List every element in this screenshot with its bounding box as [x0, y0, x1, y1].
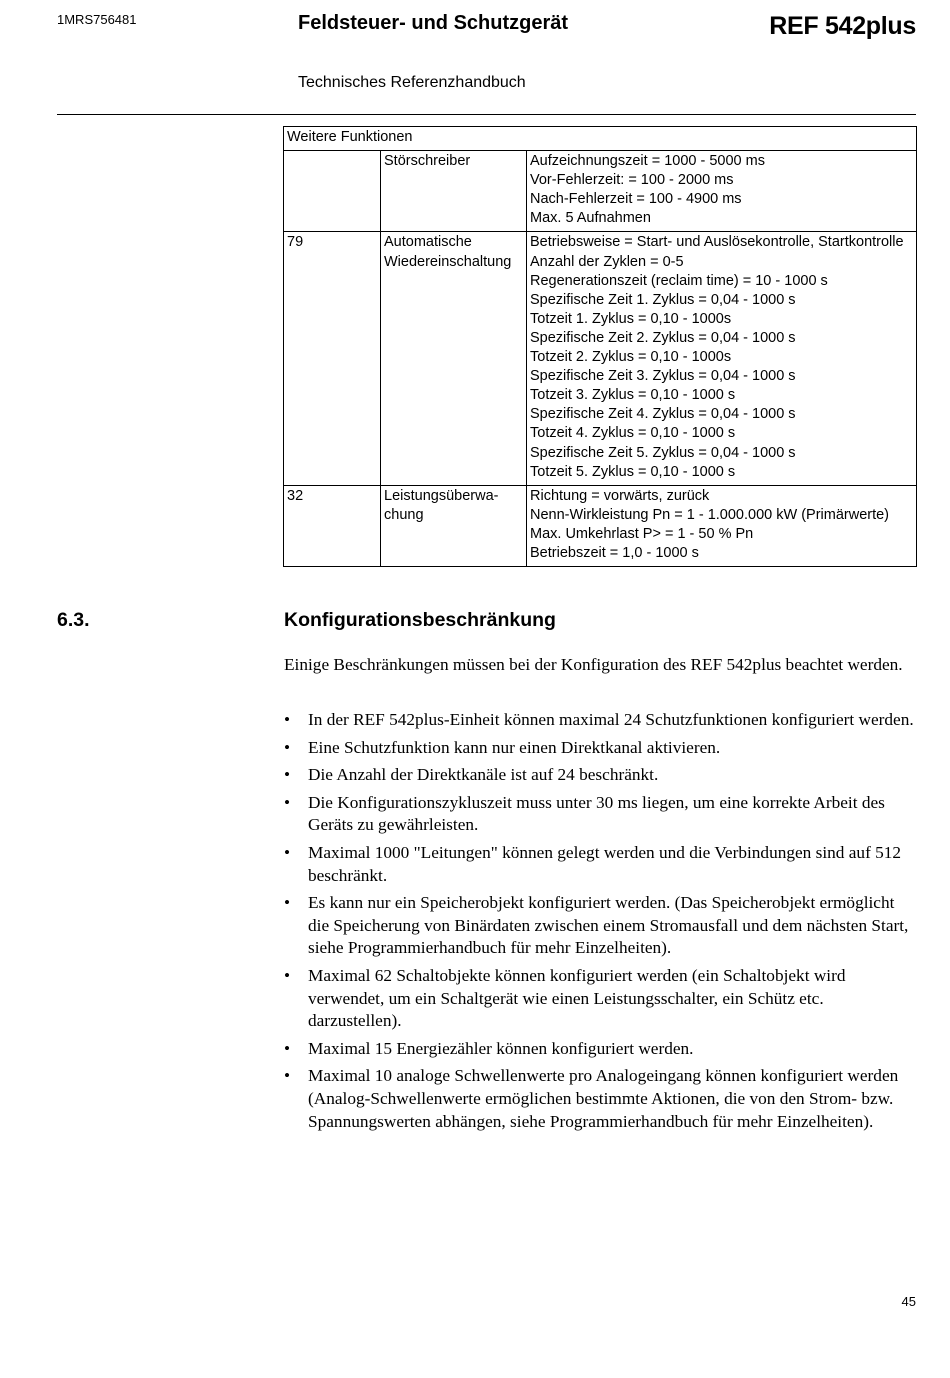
- spec-line: Nach-Fehlerzeit = 100 - 4900 ms: [530, 191, 742, 208]
- bullet-icon: •: [284, 965, 291, 985]
- function-name: Leistungsüberwa-chung: [381, 485, 527, 566]
- list-item-text: Die Konfigurationszykluszeit muss unter 30 ms liegen, um eine korrekte Arbeit des Geräts zu gewährleisten.: [308, 792, 885, 835]
- spec-line: Regenerationszeit (reclaim time) = 10 - 1000 s: [530, 272, 828, 289]
- list-item-text: Maximal 15 Energiezähler können konfiguriert werden.: [308, 1038, 694, 1058]
- list-item: [284, 792, 916, 837]
- function-specs: [527, 232, 917, 485]
- list-item: [284, 965, 916, 1033]
- spec-line: Anzahl der Zyklen = 0-5: [530, 253, 684, 270]
- list-item: [284, 709, 916, 732]
- function-name: Störschreiber: [381, 151, 527, 232]
- spec-line: Betriebsweise = Start- und Auslösekontrolle, Startkontrolle: [530, 234, 904, 251]
- header-divider: [57, 114, 916, 115]
- document-title: Feldsteuer- und Schutzgerät: [298, 12, 569, 34]
- list-item: [284, 892, 916, 960]
- spec-line: Spezifische Zeit 4. Zyklus = 0,04 - 1000 s: [530, 406, 796, 423]
- restriction-list: [284, 709, 916, 1138]
- table-group-header: Weitere Funktionen: [284, 127, 917, 151]
- spec-line: Betriebszeit = 1,0 - 1000 s: [530, 544, 699, 561]
- table-group-header-row: [284, 127, 917, 151]
- list-item-text: Es kann nur ein Speicherobjekt konfiguriert werden. (Das Speicherobjekt ermöglicht die Speicherung von Binärdaten zwischen einem Stromausfall und dem nächsten Start, siehe Programmierhandbuch für mehr Einzelheiten).: [308, 893, 909, 958]
- spec-line: Max. Umkehrlast P> = 1 - 50 % Pn: [530, 525, 754, 542]
- bullet-icon: •: [284, 737, 291, 757]
- list-item: [284, 1038, 916, 1061]
- bullet-icon: •: [284, 842, 291, 862]
- list-item-text: Maximal 62 Schaltobjekte können konfiguriert werden (ein Schaltobjekt wird verwendet, um ein Schaltgerät wie einen Leistungsschalter, ein Schütz etc. darzustellen).: [308, 965, 846, 1031]
- bullet-icon: •: [284, 893, 291, 913]
- list-item: [284, 1065, 916, 1133]
- spec-line: Spezifische Zeit 1. Zyklus = 0,04 - 1000 s: [530, 291, 796, 308]
- list-item-text: Maximal 10 analoge Schwellenwerte pro Analogeingang können konfiguriert werden (Analog-Schwellenwerte ermöglichen bestimmte Aktionen, die von den Strom- bzw. Spannungswerten abhängen, siehe Programmierhandbuch für mehr Einzelheiten).: [308, 1066, 899, 1131]
- list-item: [284, 764, 916, 787]
- section-title: Konfigurationsbeschränkung: [284, 609, 556, 631]
- function-code: [284, 151, 381, 232]
- list-item: [284, 737, 916, 760]
- list-item-text: Maximal 1000 "Leitungen" können gelegt werden und die Verbindungen sind auf 512 beschränkt.: [308, 842, 902, 885]
- list-item-text: In der REF 542plus-Einheit können maximal 24 Schutzfunktionen konfiguriert werden.: [308, 710, 914, 729]
- spec-line: Totzeit 4. Zyklus = 0,10 - 1000 s: [530, 425, 736, 442]
- spec-line: Totzeit 3. Zyklus = 0,10 - 1000 s: [530, 387, 736, 404]
- function-spec-table: [283, 126, 917, 567]
- bullet-icon: •: [284, 792, 291, 812]
- bullet-icon: •: [284, 765, 291, 785]
- table-row: [284, 485, 917, 566]
- bullet-icon: •: [284, 710, 291, 729]
- bullet-icon: •: [284, 1066, 291, 1086]
- list-item-text: Eine Schutzfunktion kann nur einen Direktkanal aktivieren.: [308, 737, 721, 757]
- page-number: 45: [901, 1294, 916, 1309]
- spec-line: Nenn-Wirkleistung Pn = 1 - 1.000.000 kW (Primärwerte): [530, 506, 890, 523]
- table-row: [284, 151, 917, 232]
- spec-line: Richtung = vorwärts, zurück: [530, 487, 710, 504]
- spec-line: Totzeit 2. Zyklus = 0,10 - 1000s: [530, 349, 732, 366]
- function-code: 79: [284, 232, 381, 485]
- spec-line: Max. 5 Aufnahmen: [530, 210, 651, 227]
- function-specs: [527, 485, 917, 566]
- spec-line: Spezifische Zeit 5. Zyklus = 0,04 - 1000 s: [530, 444, 796, 461]
- function-name: Automatische Wiedereinschaltung: [381, 232, 527, 485]
- spec-line: Vor-Fehlerzeit: = 100 - 2000 ms: [530, 172, 734, 189]
- list-item-text: Die Anzahl der Direktkanäle ist auf 24 beschränkt.: [308, 765, 659, 785]
- product-name: REF 542plus: [769, 12, 916, 40]
- section-number: 6.3.: [57, 609, 90, 631]
- function-specs: [527, 151, 917, 232]
- bullet-icon: •: [284, 1038, 291, 1058]
- spec-line: Spezifische Zeit 2. Zyklus = 0,04 - 1000 s: [530, 329, 796, 346]
- section-intro: Einige Beschränkungen müssen bei der Konfiguration des REF 542plus beachtet werden.: [284, 655, 903, 674]
- spec-line: Spezifische Zeit 3. Zyklus = 0,04 - 1000 s: [530, 368, 796, 385]
- spec-line: Totzeit 5. Zyklus = 0,10 - 1000 s: [530, 463, 736, 480]
- list-item: [284, 842, 916, 887]
- document-id: 1MRS756481: [57, 12, 137, 27]
- function-code: 32: [284, 485, 381, 566]
- spec-line: Aufzeichnungszeit = 1000 - 5000 ms: [530, 153, 765, 170]
- spec-line: Totzeit 1. Zyklus = 0,10 - 1000s: [530, 310, 732, 327]
- table-row: [284, 232, 917, 485]
- document-subtitle: Technisches Referenzhandbuch: [298, 74, 526, 91]
